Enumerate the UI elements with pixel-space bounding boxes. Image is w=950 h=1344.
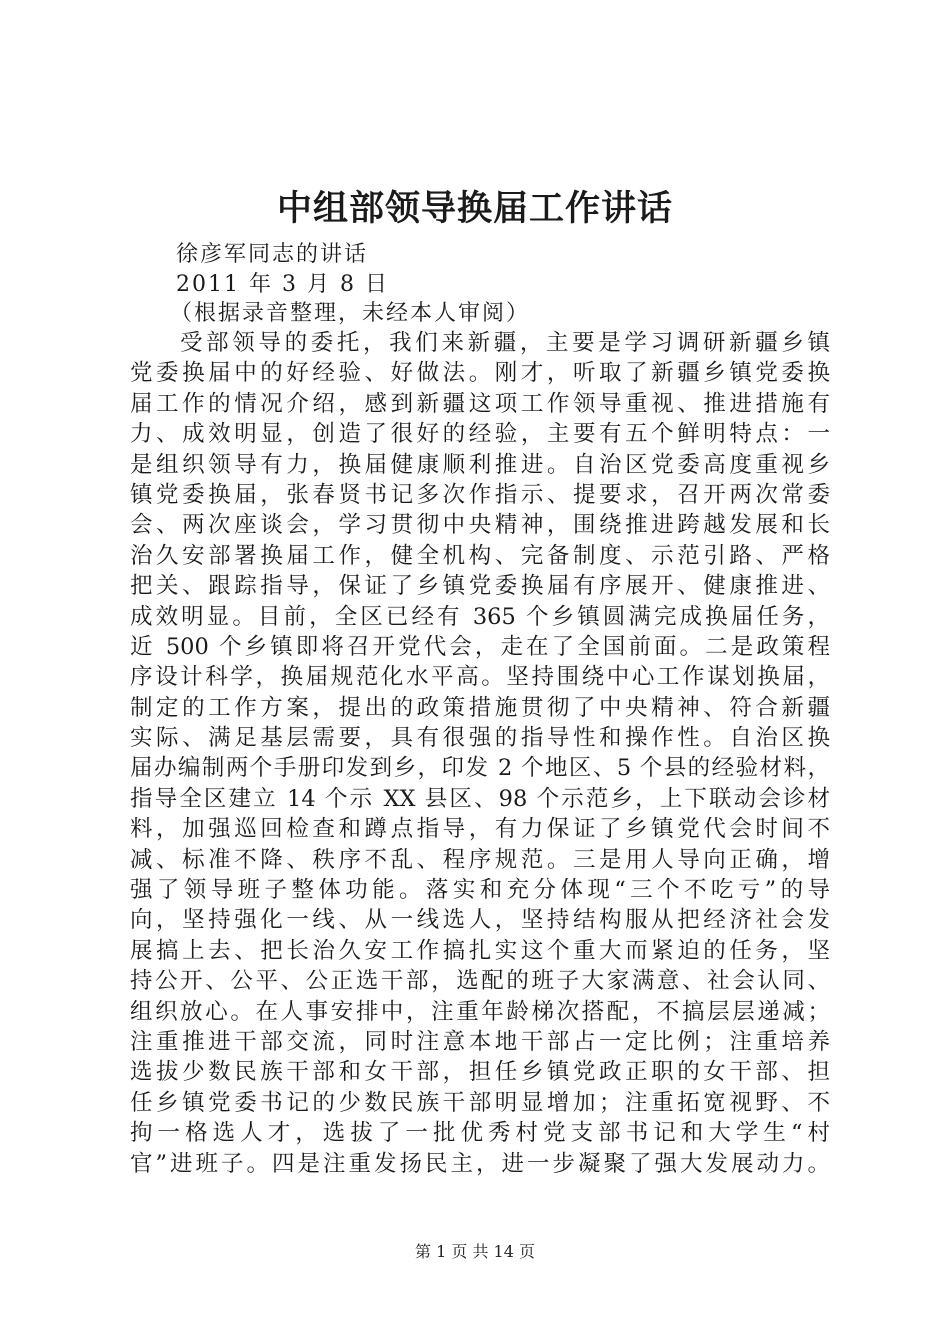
body-line: 实际、满足基层需要，具有很强的指导性和操作性。自治区换 — [130, 725, 830, 752]
body-line: 拘一格选人才，选拔了一批优秀村党支部书记和大学生“村 — [130, 1120, 830, 1147]
body-line: 持公开、公平、公正选干部，选配的班子大家满意、社会认同、 — [130, 968, 830, 995]
body-line: 减、标准不降、秩序不乱、程序规范。三是用人导向正确，增 — [130, 846, 830, 873]
body-line: 受部领导的委托，我们来新疆，主要是学习调研新疆乡镇 — [180, 330, 830, 356]
body-line: 料，加强巡回检查和蹲点指导，有力保证了乡镇党代会时间不 — [130, 816, 830, 843]
body-line: 会、两次座谈会，学习贯彻中央精神，围绕推进跨越发展和长 — [130, 512, 830, 539]
body-line: 把关、跟踪指导，保证了乡镇党委换届有序展开、健康推进、 — [130, 573, 830, 600]
body-line: 成效明显。目前，全区已经有 365 个乡镇圆满完成换届任务， — [130, 603, 830, 630]
body-line: 选拔少数民族干部和女干部，担任乡镇党政正职的女干部、担 — [130, 1059, 830, 1086]
body-line: 镇党委换届，张春贤书记多次作指示、提要求，召开两次常委 — [130, 481, 830, 508]
body-line: 是组织领导有力，换届健康顺利推进。自治区党委高度重视乡 — [130, 451, 830, 478]
body-line: 指导全区建立 14 个示 XX 县区、98 个示范乡，上下联动会诊材 — [130, 785, 830, 812]
body-line: 党委换届中的好经验、好做法。刚才，听取了新疆乡镇党委换 — [130, 360, 830, 387]
body-line: 治久安部署换届工作，健全机构、完备制度、示范引路、严格 — [130, 542, 830, 569]
body-line: 力、成效明显，创造了很好的经验，主要有五个鲜明特点：一 — [130, 421, 830, 448]
speech-body — [130, 328, 830, 1179]
body-line: 制定的工作方案，提出的政策措施贯彻了中央精神、符合新疆 — [130, 694, 830, 721]
document-title: 中组部领导换届工作讲话 — [276, 188, 673, 229]
body-line: 序设计科学，换届规范化水平高。坚持围绕中心工作谋划换届， — [130, 664, 830, 691]
page-footer: 第 1 页 共 14 页 — [415, 1242, 535, 1261]
body-line: 届工作的情况介绍，感到新疆这项工作领导重视、推进措施有 — [130, 390, 830, 417]
body-line: 任乡镇党委书记的少数民族干部明显增加；注重拓宽视野、不 — [130, 1089, 830, 1116]
body-line: 展搞上去、把长治久安工作搞扎实这个重大而紧迫的任务，坚 — [130, 937, 830, 964]
author-line: 徐彦军同志的讲话 — [176, 242, 369, 267]
body-line: 注重推进干部交流，同时注意本地干部占一定比例；注重培养 — [130, 1028, 830, 1055]
body-line: 强了领导班子整体功能。落实和充分体现“三个不吃亏”的导 — [130, 877, 830, 904]
body-line: 向，坚持强化一线、从一线选人，坚持结构服从把经济社会发 — [130, 907, 830, 934]
body-line: 官”进班子。四是注重发扬民主，进一步凝聚了强大发展动力。 — [130, 1150, 830, 1177]
transcription-note: （根据录音整理，未经本人审阅） — [170, 301, 531, 326]
body-line: 届办编制两个手册印发到乡，印发 2 个地区、5 个县的经验材料， — [130, 755, 830, 782]
date-line: 2011 年 3 月 8 日 — [176, 272, 389, 297]
body-line: 近 500 个乡镇即将召开党代会，走在了全国前面。二是政策程 — [130, 633, 830, 660]
body-line: 组织放心。在人事安排中，注重年龄梯次搭配，不搞层层递减； — [130, 998, 830, 1025]
